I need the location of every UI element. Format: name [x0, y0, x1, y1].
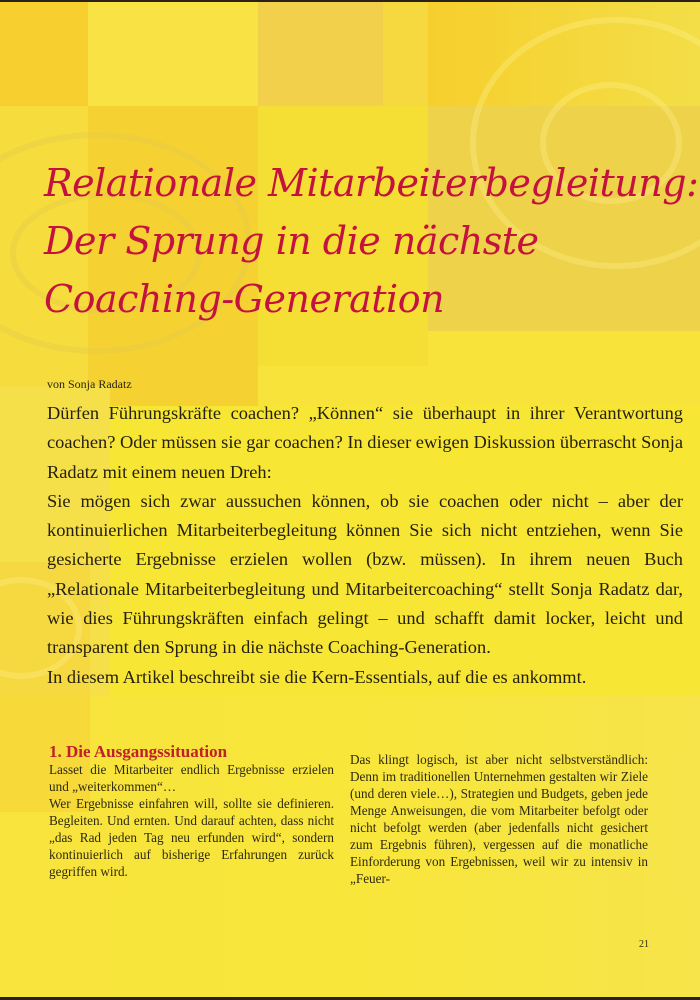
background-block — [88, 2, 258, 106]
intro-text — [47, 399, 683, 692]
right-column — [350, 751, 648, 887]
background-block — [258, 2, 383, 106]
intro-paragraph: Sie mögen sich zwar aussuchen können, ob sie coachen oder nicht – aber der kontinuierlichen Mitarbeiterbegleitung können Sie sich nicht entziehen, wenn Sie gesicherte Ergebnisse erzielen wollen (bzw. müssen). In ihrem neuen Buch „Relationale Mitarbeiterbegleitung und Mitarbeitercoaching“ stellt Sonja Radatz dar, wie dies Führungskräften einfach gelingt – und schafft damit locker, leicht und transparent den Sprung in die nächste Coaching-Generation. — [47, 490, 683, 658]
title-line: Der Sprung in die nächste — [44, 219, 539, 263]
background-block — [383, 2, 428, 106]
body-paragraph: Lasset die Mitarbeiter endlich Ergebnisse erzielen und „weiterkommen“… — [49, 762, 334, 794]
title-line: Relationale Mitarbeiterbegleitung: — [44, 161, 699, 205]
title-line: Coaching-Generation — [44, 277, 445, 321]
intro-paragraph: In diesem Artikel beschreibt sie die Kern-Essentials, auf die es ankommt. — [47, 666, 587, 687]
background-block — [0, 2, 88, 106]
body-paragraph: Wer Ergebnisse einfahren will, sollte sie definieren. Begleiten. Und ernten. Und darauf achten, dass nicht „das Rad jeden Tag neu erfunden wird“, sondern kontinuierlich auf bisherige Erfahrungen zurück gegriffen wird. — [49, 796, 334, 879]
byline: von Sonja Radatz — [47, 377, 132, 391]
body-paragraph: Das klingt logisch, ist aber nicht selbstverständlich: Denn im traditionellen Unternehmen gestalten wir Ziele (und deren viele…), Strategien und Budgets, geben jede Menge Anweisungen, die vom Mitarbeiter befolgt oder nicht befolgt werden (aber jedenfalls nicht gesichert zum Ergebnis führen), vergessen auf die monatliche Einforderung von Ergebnissen, weil wir zu intensiv in „Feuer- — [350, 752, 648, 886]
article-title — [44, 154, 699, 328]
left-column — [49, 742, 334, 880]
intro-paragraph: Dürfen Führungskräfte coachen? „Können“ sie überhaupt in ihrer Verantwortung coachen? Oder müssen sie gar coachen? In dieser ewigen Diskussion überrascht Sonja Radatz mit einem neuen Dreh: — [47, 403, 683, 482]
section-heading: 1. Die Ausgangssituation — [49, 742, 228, 761]
page-number: 21 — [639, 939, 649, 950]
magazine-page — [0, 2, 700, 997]
